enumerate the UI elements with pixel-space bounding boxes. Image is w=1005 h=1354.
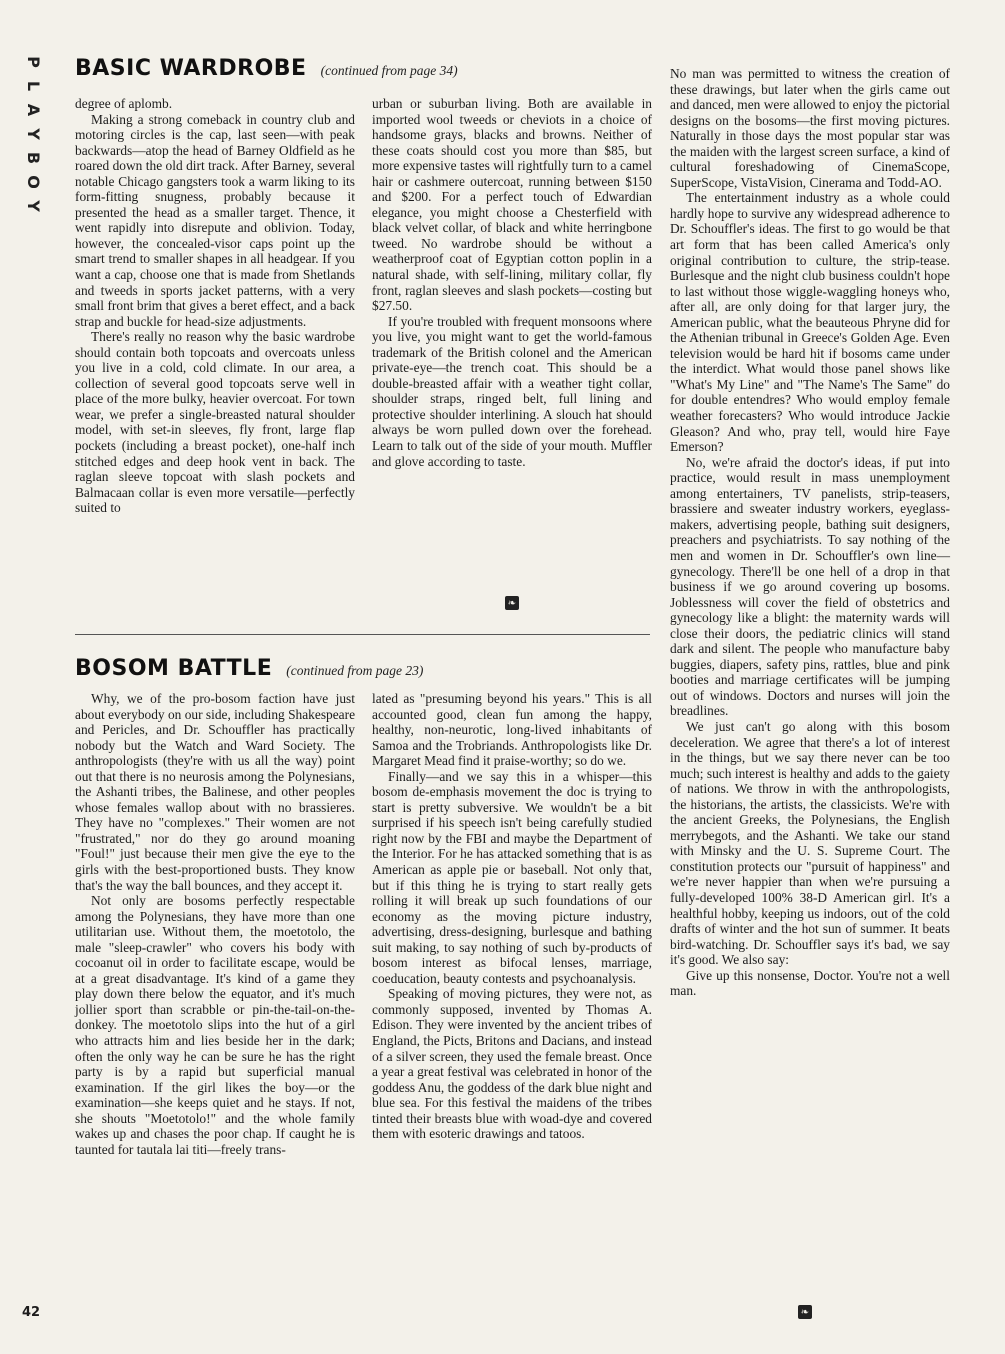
paragraph: No, we're afraid the doctor's ideas, if put into practice, would result in mass unemployment among entertainers, TV panelists, strip-teasers, brassiere and sweater industry workers, eyeglass-makers, advertising people, bathing suit designers, preachers and psychiatrists. To say nothing of the men and women in Dr. Schouffler's own line—gynecology. There'll be one hell of a drop in that business if we go around covering up bosoms. Joblessness will cover the field of obstetrics and gynecology like a blight: the maternity wards will close their doors, the pediatric clinics will stand dark and silent. The people who manufacture baby buggies, diapers, safety pins, rattles, blue and pink booties and marriage certificates will be jumping out of windows. Doctors and nurses will join the breadlines. [670,454,950,719]
magazine-name-sidebar [22,52,44,216]
paragraph: There's really no reason why the basic wardrobe should contain both topcoats and overcoats unless you live in a cold, cold climate. In our area, a collection of several good topcoats serve well in place of the more bulky, heavier overcoat. For town wear, we prefer a single-breasted natural shoulder model, with set-in sleeves, fly front, large flap pockets (including a breast pocket), one-half inch stitched edges and deep hook vent in back. The raglan sleeve topcoat with slash pockets and Balmacaan collar is even more versatile—perfectly suited to [75,329,355,516]
sidebar-letter: A [23,103,43,117]
article1-title: BASIC WARDROBE [75,56,307,81]
page-number: 42 [22,1305,41,1320]
article2-title: BOSOM BATTLE [75,656,273,681]
rabbit-head-icon: ❧ [798,1305,812,1319]
paragraph: The entertainment industry as a whole could hardly hope to survive any widespread adherence to Dr. Schouffler's ideas. The first to go would be that art form that has been called America's only original contribution to culture, the strip-tease. Burlesque and the night club business couldn't hope to last without those wiggle-waggling honeys who, after all, are only doing for that larger jury, the American public, what the beauteous Phryne did for the Athenian tribunal in Greece's Golden Age. Even television would be hard hit if bosoms came under the interdict. What would those panel shows like "What's My Line" and "The Name's The Same" do for double entendres? Who would employ female weather forecasters? Who would introduce Jackie Gleason? And who, pray tell, would hire Faye Emerson? [670,190,950,455]
sidebar-letter: P [23,56,43,68]
paragraph: degree of aplomb. [75,96,173,111]
sidebar-letter: Y [24,200,43,212]
section-divider [75,634,650,635]
rabbit-head-icon: ❧ [505,596,519,610]
sidebar-letter: L [23,80,43,92]
paragraph: Give up this nonsense, Doctor. You're not a well man. [670,967,950,999]
paragraph: Finally—and we say this in a whisper—this bosom de-emphasis movement the doc is trying to start is pretty subversive. We wouldn't be a bit surprised if his speech isn't being carefully studied right now by the FBI and maybe the Department of the Interior. For he has attacked something that is as American as apple pie or baseball. Not only that, but if this thing he is trying to start really gets rolling it will break up such foundations of our economy as the moving picture industry, advertising, dress-designing, burlesque and bathing suit making, to say nothing of such by-products of bosom interest as bifocal lenses, marriage, coeducation, beauty contests and psychoanalysis. [372,768,652,986]
paragraph: No man was permitted to witness the creation of these drawings, but later when the girls came out and danced, men were allowed to enjoy the pictorial designs on the bosoms—the first moving pictures. Naturally in those days the most popular star was the maiden with the largest screen surface, a kind of cultural foreshadowing of CinemaScope, SuperScope, VistaVision, Cinerama and Todd-AO. [670,66,950,190]
paragraph: If you're troubled with frequent monsoons where you live, you might want to get the world-famous trademark of the British colonel and the American private-eye—the trench coat. This should be a double-breasted affair with a weather tight collar, shoulder straps, ringed belt, full lining and protective shoulder interlining. A slouch hat should always be worn pulled down over the forehead. Learn to talk out of the side of your mouth. Muffler and glove according to taste. [372,313,652,469]
paragraph: Why, we of the pro-bosom faction have just about everybody on our side, including Shakespeare and Pericles, and Dr. Schouffler has practically nobody but the Watch and Ward Society. The anthropologists (they're with us all the way) point out that there is no neurosis among the Polynesians, the Ashanti tribes, the Balinese, and other peoples whose females wallop about with no brassieres. They have no "complexes." Their women are not "frustrated," nor do they go around moaning "Foul!" just because their men give the eye to the girls with the best-proportioned busts. They know that's the way the ball bounces, and they accept it. [75,691,356,893]
paragraph: urban or suburban living. Both are available in imported wool tweeds or cheviots in a choice of handsome grays, blacks and browns. Neither of these coats should cost you more than $85, but more expensive tastes will rightfully turn to a camel hair or cashmere outercoat, running between $150 and $200. For a perfect touch of Edwardian elegance, you might choose a Chesterfield with black velvet collar, of black and white herringbone tweed. No wardrobe should be without a weatherproof coat of Egyptian cotton poplin in a natural shade, with self-lining, military collar, fly front, raglan sleeves and slash pockets—costing but $27.50. [372,96,652,314]
article2-column-2 [372,691,652,1142]
article1-continued: (continued from page 34) [320,63,458,78]
paragraph: We just can't go along with this bosom deceleration. We agree that there's a lot of interest in the things, but we say there never can be too much; such interest is healthy and adds to the gaiety of nations. We throw in with the anthropologists, the historians, the artists, the classicists. We're with the ancient Greeks, the Polynesians, the English merrybegots, and the Ashanti. We take our stand with Minsky and the U. S. Supreme Court. The constitution protects our "pursuit of happiness" and we're never happier than when we're pursuing a fully-developed 100% 38-D American girl. It's a healthful hobby, keeping us indoors, out of the cold drafts of winter and the hot sun of summer. It beats bird-watching. Dr. Schouffler says it's bad, we say it's good. We also say: [670,718,950,968]
article2-continued: (continued from page 23) [286,663,424,678]
paragraph: lated as "presuming beyond his years." This is all accounted good, clean fun among the happy, healthy, non-neurotic, long-lived inhabitants of Samoa and the Trobriands. Anthropologists like Dr. Margaret Mead find it praise-worthy; so do we. [372,691,652,769]
sidebar-letter: Y [24,128,43,140]
article1-column-2 [372,96,652,469]
article1-column-1 [75,96,355,516]
sidebar-letter: O [23,175,43,189]
paragraph: Making a strong comeback in country club and motoring circles is the cap, last seen—with peak backwards—atop the head of Barney Oldfield as he roared down the old dirt track. After Barney, several notable Chicago gangsters took a warm liking to its form-fitting snugness, probably because it presented the head as a smaller target. Thence, it went rapidly into disrepute and oblivion. Today, however, the concealed-visor caps point up the smart trend to smaller shapes in all headgear. If you want a cap, choose one that is made from Shetlands and tweeds in sports jacket patterns, with a very small front brim that gives a beret effect, and a back strap and buckle for head-size adjustments. [75,111,355,329]
sidebar-letter: B [23,151,43,165]
article2-column-1 [75,691,355,1157]
article2-header [75,656,423,681]
paragraph: Speaking of moving pictures, they were not, as commonly supposed, invented by Thomas A. Edison. They were invented by the ancient tribes of England, the Picts, Britons and Dacians, and instead of a silver screen, they used the female breast. Once a year a great festival was celebrated in honor of the goddess Anu, the goddess of the dark blue night and blue sea. For this festival the maidens of the tribes tinted their breasts blue with woad-dye and covered them with esoteric drawings and tatoos. [372,986,652,1142]
article2-column-3 [670,66,950,999]
paragraph: Not only are bosoms perfectly respectable among the Polynesians, they have more than one utilitarian use. Without them, the moetotolo, the male "sleep-crawler" who covers his body with cocoanut oil in order to facilitate escape, would be at a great disadvantage. It's kind of a game they play down there below the equator, and it's much jollier sport than scrabble or pin-the-tail-on-the-donkey. The moetotolo slips into the hut of a girl who attracts him and lies beside her in the dark; often the only way he can be sure he has the right party is by a rapid but superficial manual examination. If the girl likes the boy—or the examination—she keeps quiet and he stays. If not, she shouts "Moetotolo!" and the whole family wakes up and chases the poor chap. If caught he is taunted for tautala lai titi—freely trans- [75,893,355,1157]
article1-header [75,56,458,81]
